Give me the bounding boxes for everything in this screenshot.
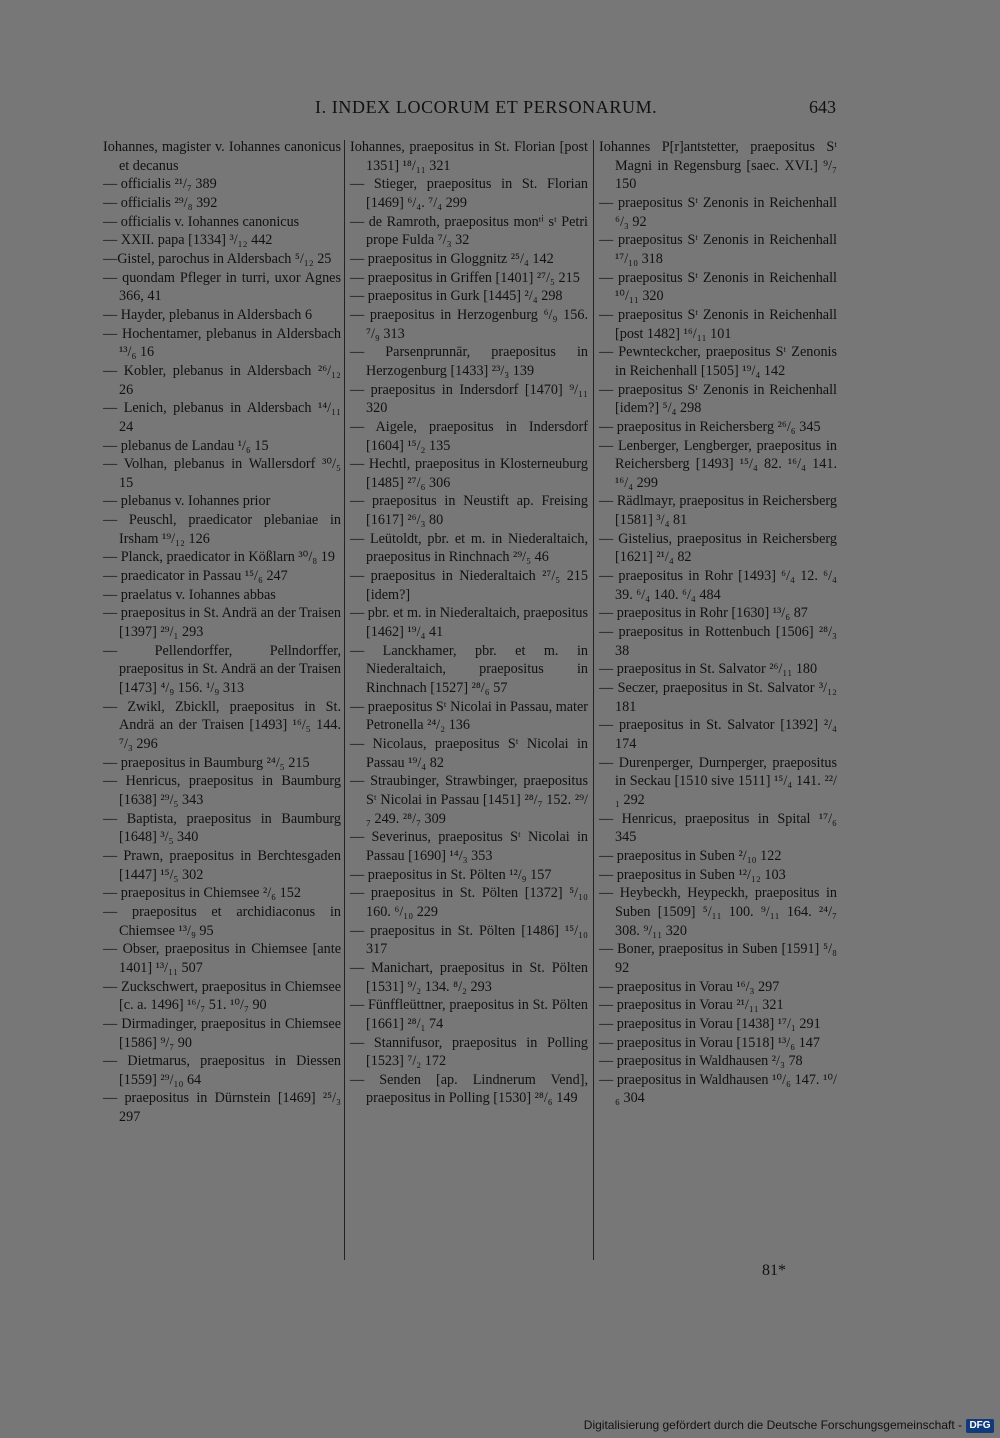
index-entry: — praepositus in Waldhausen ²/₃ 78 xyxy=(599,1053,803,1070)
index-entry: — praepositus in Griffen [1401] ²⁷/₅ 215 xyxy=(350,269,580,286)
index-entry: — Zwikl, Zbickll, praepositus in St. Andrä an der Traisen [1493] ¹⁶/₅ 144. ⁷/₃ 296 xyxy=(103,698,341,752)
index-entry: — praepositus Sᵗ Zenonis in Reichenhall ¹⁰/₁₁ 320 xyxy=(599,269,837,305)
index-entry: — praepositus in Gurk [1445] ²/₄ 298 xyxy=(350,288,563,305)
index-entry: — Pellendorffer, Pellndorffer, praepositus in St. Andrä an der Traisen [1473] ⁴/₉ 156. ¹/₉ 313 xyxy=(103,642,341,697)
index-entry: — Planck, praedicator in Kößlarn ³⁰/₈ 19 xyxy=(103,549,335,566)
index-entry: — Senden [ap. Lindnerum Vend], praepositus in Polling [1530] ²⁸/₆ 149 xyxy=(350,1071,588,1107)
index-entry: — praepositus in Baumburg ²⁴/₅ 215 xyxy=(103,754,310,771)
index-entry: — Prawn, praepositus in Berchtesgaden [1447] ¹⁵/₅ 302 xyxy=(103,847,341,883)
index-entry: — praepositus et archidiaconus in Chiemsee ¹³/₉ 95 xyxy=(103,903,341,939)
page-header xyxy=(100,97,840,121)
index-entry: — Stannifusor, praepositus in Polling [1523] ⁷/₂ 172 xyxy=(350,1034,588,1070)
index-entry: — praepositus in St. Salvator ²⁶/₁₁ 180 xyxy=(599,661,818,678)
index-entry: — Manichart, praepositus in St. Pölten [1531] ⁹/₂ 134. ⁸/₂ 293 xyxy=(350,959,588,995)
index-entry: — praepositus in Waldhausen ¹⁰/₆ 147. ¹⁰/₆ 304 xyxy=(599,1071,837,1107)
index-entry: — praepositus in St. Andrä an der Traisen [1397] ²⁹/₁ 293 xyxy=(103,605,342,641)
index-entry: — praepositus in St. Pölten [1486] ¹⁵/₁₀ 317 xyxy=(350,922,588,958)
index-entry: — plebanus de Landau ¹/₆ 15 xyxy=(103,437,269,454)
index-entry: Iohannes, praepositus in St. Florian [post 1351] ¹⁸/₁₁ 321 xyxy=(350,139,588,174)
index-entry: — praepositus in Neustift ap. Freising [1617] ²⁶/₃ 80 xyxy=(350,493,588,529)
index-entry: — praepositus in Gloggnitz ²⁵/₄ 142 xyxy=(350,250,554,267)
index-entry: — Lenich, plebanus in Aldersbach ¹⁴/₁₁ 24 xyxy=(103,400,341,435)
index-entry: — Stieger, praepositus in St. Florian [1469] ⁶/₄. ⁷/₄ 299 xyxy=(350,176,588,211)
index-entry: — Straubinger, Strawbinger, praepositus Sᵗ Nicolai in Passau [1451] ²⁸/₇ 152. ²⁹/₇ 249. ²⁸/₇ 309 xyxy=(350,773,588,827)
index-entry: — Fünffleüttner, praepositus in St. Pölten [1661] ²⁸/₁ 74 xyxy=(350,997,588,1032)
index-entry: — Parsenprunnār, praepositus in Herzogenburg [1433] ²³/₃ 139 xyxy=(350,344,588,379)
index-entry: — de Ramroth, praepositus monᵗⁱ sᵗ Petri prope Fulda ⁷/₃ 32 xyxy=(350,213,588,249)
index-entry: — Boner, praepositus in Suben [1591] ⁵/₈ 92 xyxy=(599,941,837,976)
index-entry: — Peuschl, praedicator plebaniae in Irsham ¹⁹/₁₂ 126 xyxy=(103,512,341,547)
index-entry: — praelatus v. Iohannes abbas xyxy=(103,586,276,603)
index-entry: — Baptista, praepositus in Baumburg [1648] ³/₅ 340 xyxy=(103,810,341,846)
index-entry: — praepositus Sᵗ Zenonis in Reichenhall [post 1482] ¹⁶/₁₁ 101 xyxy=(599,306,837,342)
page-number: 643 xyxy=(809,97,836,117)
index-entry: — praepositus in St. Pölten [1372] ⁵/₁₀ 160. ⁶/₁₀ 229 xyxy=(350,885,588,920)
index-entry: — Aigele, praepositus in Indersdorf [1604] ¹⁵/₂ 135 xyxy=(350,418,588,454)
index-entry: — praepositus in Chiemsee ²/₆ 152 xyxy=(103,885,301,902)
index-entry: — Dietmarus, praepositus in Diessen [1559] ²⁹/₁₀ 64 xyxy=(103,1053,341,1088)
index-entry: — pbr. et m. in Niederaltaich, praepositus [1462] ¹⁹/₄ 41 xyxy=(350,605,588,641)
running-title: I. INDEX LOCORUM ET PERSONARUM. xyxy=(315,97,658,117)
index-entry: — XXII. papa [1334] ³/₁₂ 442 xyxy=(103,232,273,249)
index-entry: — Durenperger, Durnperger, praepositus in Seckau [1510 sive 1511] ¹⁵/₄ 141. ²²/₁ 292 xyxy=(599,754,837,808)
index-entry: — Heybeckh, Heypeckh, praepositus in Suben [1509] ⁵/₁₁ 100. ⁹/₁₁ 164. ²⁴/₇ 308. ⁹/₁₁ 320 xyxy=(599,885,837,939)
index-entry: — praepositus Sᵗ Zenonis in Reichenhall [idem?] ⁵/₄ 298 xyxy=(599,381,837,417)
index-entry: — officialis ²¹/₇ 389 xyxy=(103,176,217,193)
index-entry: Iohannes P[r]antstetter, praepositus Sᵗ Magni in Regensburg [saec. XVI.] ⁹/₇ 150 xyxy=(599,139,837,193)
index-entry: — praepositus in Indersdorf [1470] ⁹/₁₁ 320 xyxy=(350,381,588,417)
index-entry: — praepositus Sᵗ Nicolai in Passau, mater Petronella ²⁴/₂ 136 xyxy=(350,698,588,734)
index-entry: — Nicolaus, praepositus Sᵗ Nicolai in Passau ¹⁹/₄ 82 xyxy=(350,736,588,771)
index-entry: — Leütoldt, pbr. et m. in Niederaltaich, praepositus in Rinchnach ²⁹/₅ 46 xyxy=(350,530,588,566)
index-entry: — praepositus in Rohr [1630] ¹³/₆ 87 xyxy=(599,605,808,622)
index-entry: — Gistelius, praepositus in Reichersberg [1621] ²¹/₄ 82 xyxy=(599,530,837,566)
index-entry: — Dirmadinger, praepositus in Chiemsee [1586] ⁹/₇ 90 xyxy=(103,1015,341,1051)
index-entry: — praepositus in St. Salvator [1392] ²/₄ 174 xyxy=(599,717,837,752)
index-entry: — Zuckschwert, praepositus in Chiemsee [c. a. 1496] ¹⁶/₇ 51. ¹⁰/₇ 90 xyxy=(103,978,341,1014)
index-entry: — praepositus in Suben ¹²/₁₂ 103 xyxy=(599,866,786,883)
index-column-1 xyxy=(103,138,341,1127)
index-entry: — praepositus in Vorau ¹⁶/₃ 297 xyxy=(599,978,780,995)
index-entry: — praepositus Sᵗ Zenonis in Reichenhall ¹⁷/₁₀ 318 xyxy=(599,232,837,267)
column-divider xyxy=(593,140,594,1260)
index-entry: — praepositus in Niederaltaich ²⁷/₅ 215 [idem?] xyxy=(350,568,588,603)
index-entry: — officialis v. Iohannes canonicus xyxy=(103,213,300,230)
index-entry: — praedicator in Passau ¹⁵/₆ 247 xyxy=(103,568,288,585)
index-entry: — Henricus, praepositus in Baumburg [1638] ²⁹/₅ 343 xyxy=(103,773,341,808)
index-entry: — praepositus in Rottenbuch [1506] ²⁸/₃ 38 xyxy=(599,624,837,659)
index-entry: — quondam Pfleger in turri, uxor Agnes 366, 41 xyxy=(103,269,341,305)
index-entry: — praepositus in Vorau [1438] ¹⁷/₁ 291 xyxy=(599,1015,821,1032)
index-entry: — praepositus in Dürnstein [1469] ²⁵/₃ 297 xyxy=(103,1090,341,1126)
index-entry: — Obser, praepositus in Chiemsee [ante 1401] ¹³/₁₁ 507 xyxy=(103,941,341,976)
index-entry: — Seczer, praepositus in St. Salvator ³/₁₂ 181 xyxy=(599,680,837,715)
index-column-2 xyxy=(350,138,588,1108)
index-column-3 xyxy=(599,138,837,1108)
dfg-logo-icon: DFG xyxy=(966,1419,994,1433)
signature-mark: 81* xyxy=(762,1262,786,1279)
index-entry: — Henricus, praepositus in Spital ¹⁷/₆ 345 xyxy=(599,810,837,846)
dfg-credit-text: Digitalisierung gefördert durch die Deutsche Forschungsgemeinschaft - xyxy=(583,1418,962,1432)
index-entry: — Rädlmayr, praepositus in Reichersberg [1581] ³/₄ 81 xyxy=(599,493,837,529)
index-entry: — praepositus in Vorau ²¹/₁₁ 321 xyxy=(599,997,784,1014)
index-entry: — Volhan, plebanus in Wallersdorf ³⁰/₅ 15 xyxy=(103,456,341,491)
index-entry: — Lenberger, Lengberger, praepositus in Reichersberg [1493] ¹⁵/₄ 82. ¹⁶/₄ 141. ¹⁶/₄ 299 xyxy=(599,437,837,491)
index-entry: — praepositus in Rohr [1493] ⁶/₄ 12. ⁶/₄ 39. ⁶/₄ 140. ⁶/₄ 484 xyxy=(599,568,837,603)
index-entry: — praepositus in Suben ²/₁₀ 122 xyxy=(599,847,782,864)
footer xyxy=(0,1398,1000,1438)
index-entry: — Lanckhamer, pbr. et m. in Niederaltaich, praepositus in Rinchnach [1527] ²⁸/₆ 57 xyxy=(350,642,588,697)
index-entry: — Hayder, plebanus in Aldersbach 6 xyxy=(103,306,313,323)
index-entry: — Hochentamer, plebanus in Aldersbach ¹³/₆ 16 xyxy=(103,325,341,361)
index-entry: — praepositus in Vorau [1518] ¹³/₆ 147 xyxy=(599,1034,820,1051)
index-entry: —Gistel, parochus in Aldersbach ⁵/₁₂ 25 xyxy=(103,250,332,267)
index-entry: — officialis ²⁹/₈ 392 xyxy=(103,194,218,211)
index-entry: — praepositus in Herzogenburg ⁶/₉ 156. ⁷/₉ 313 xyxy=(350,306,588,342)
column-divider xyxy=(344,140,345,1260)
index-entry: — Severinus, praepositus Sᵗ Nicolai in Passau [1690] ¹⁴/₃ 353 xyxy=(350,829,588,864)
index-entry: — Kobler, plebanus in Aldersbach ²⁶/₁₂ 26 xyxy=(103,362,341,398)
index-entry: Iohannes, magister v. Iohannes canonicus et decanus xyxy=(103,139,341,174)
index-entry: — praepositus Sᵗ Zenonis in Reichenhall ⁶/₃ 92 xyxy=(599,194,837,230)
index-entry: — praepositus in St. Pölten ¹²/₉ 157 xyxy=(350,866,552,883)
index-entry: — Pewnteckcher, praepositus Sᵗ Zenonis in Reichenhall [1505] ¹⁹/₄ 142 xyxy=(599,344,837,379)
index-entry: — plebanus v. Iohannes prior xyxy=(103,493,271,510)
index-entry: — praepositus in Reichersberg ²⁶/₆ 345 xyxy=(599,418,821,435)
index-entry: — Hechtl, praepositus in Klosterneuburg [1485] ²⁷/₆ 306 xyxy=(350,456,588,491)
